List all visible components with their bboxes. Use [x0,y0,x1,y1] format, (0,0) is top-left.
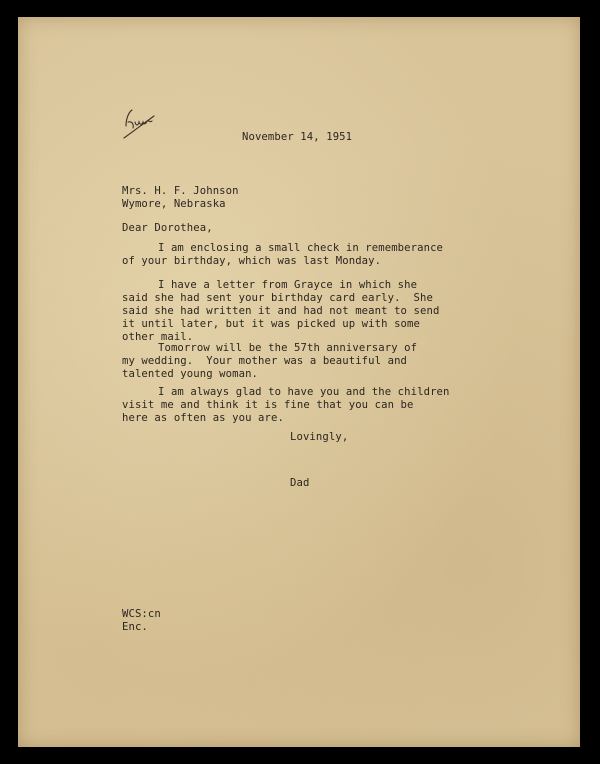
paragraph-line: I am enclosing a small check in rememberance [158,242,444,254]
paragraph-line: said she had written it and had not meant to send [122,305,440,317]
enclosure-note: Enc. [122,621,148,633]
paragraph-line: Tomorrow will be the 57th anniversary of [158,342,418,354]
letter-date: November 14, 1951 [242,131,353,143]
letter-paper [18,17,580,747]
handwritten-initials-mark [120,104,158,140]
paragraph-line: here as often as you are. [122,412,284,424]
paragraph-line: talented young woman. [122,368,259,380]
paragraph-line: other mail. [122,331,194,343]
closing: Lovingly, [290,431,349,443]
paragraph-line: I have a letter from Grayce in which she [158,279,418,291]
recipient-location: Wymore, Nebraska [122,198,226,210]
paragraph-line: my wedding. Your mother was a beautiful and [122,355,408,367]
reference-initials: WCS:cn [122,608,161,620]
paragraph-line: it until later, but it was picked up with some [122,318,420,330]
paragraph-line: of your birthday, which was last Monday. [122,255,382,267]
paragraph-line: I am always glad to have you and the children [158,386,450,398]
paragraph-line: said she had sent your birthday card early. She [122,292,433,304]
recipient-name: Mrs. H. F. Johnson [122,185,239,197]
paragraph-line: visit me and think it is fine that you can be [122,399,414,411]
salutation: Dear Dorothea, [122,222,213,234]
signature: Dad [290,477,310,489]
